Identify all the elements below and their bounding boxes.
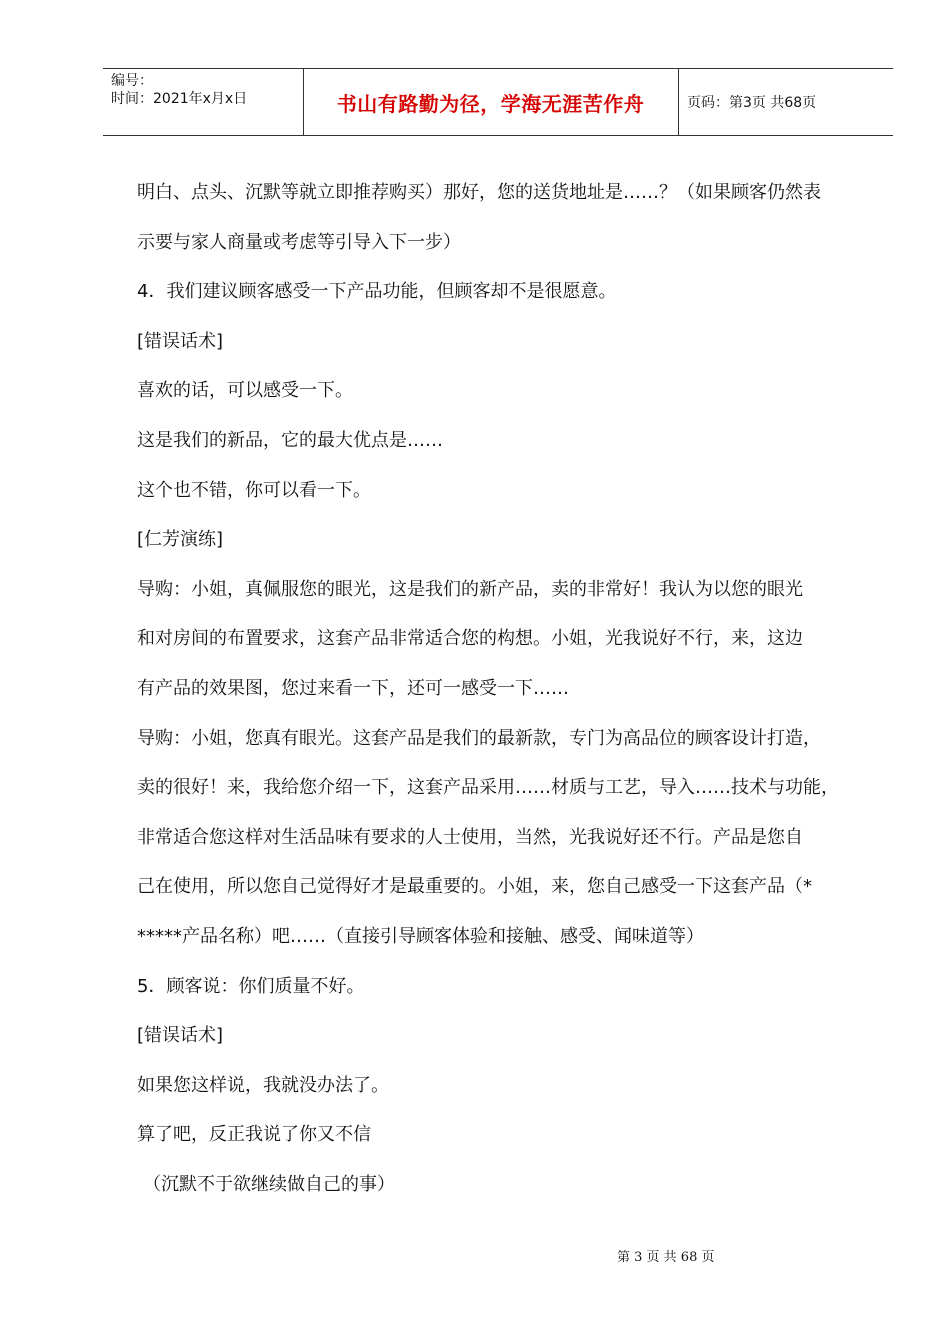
header-motto: 书山有路勤为径，学海无涯苦作舟 <box>336 91 645 116</box>
body-line: 示要与家人商量或考虑等引导入下一步） <box>137 231 461 253</box>
body-line: （沉默不于欲继续做自己的事） <box>143 1173 395 1195</box>
body-line: 己在使用，所以您自己觉得好才是最重要的。小姐，来，您自己感受一下这套产品（* <box>137 876 812 898</box>
header-info <box>103 69 303 135</box>
body-line: [错误话术] <box>137 1025 224 1047</box>
body-line: 4．我们建议顾客感受一下产品功能，但顾客却不是很愿意。 <box>137 281 617 303</box>
page-footer: 第 3 页 共 68 页 <box>617 1250 715 1265</box>
body-line: 和对房间的布置要求，这套产品非常适合您的构想。小姐，光我说好不行，来，这边 <box>137 628 803 650</box>
body-line: 有产品的效果图，您过来看一下，还可一感受一下…… <box>137 677 569 699</box>
body-line: 这个也不错，你可以看一下。 <box>137 479 371 501</box>
body-line: 5．顾客说：你们质量不好。 <box>137 975 365 997</box>
body-line: [仁芳演练] <box>137 529 224 551</box>
body-line: 算了吧，反正我说了你又不信 <box>137 1124 371 1146</box>
time-label: 时间：2021年x月x日 <box>111 91 248 107</box>
number-label: 编号： <box>111 73 153 89</box>
body-line: 如果您这样说，我就没办法了。 <box>137 1074 389 1096</box>
document-body <box>137 168 867 1209</box>
body-line: [错误话术] <box>137 330 224 352</box>
body-line: 明白、点头、沉默等就立即推荐购买）那好，您的送货地址是……？（如果顾客仍然表 <box>137 182 821 203</box>
header-page-code: 页码：第3页 共68页 <box>687 95 817 111</box>
body-line: 这是我们的新品，它的最大优点是…… <box>137 429 443 451</box>
body-line: 导购：小姐，真佩服您的眼光，这是我们的新产品，卖的非常好！我认为以您的眼光 <box>137 578 803 600</box>
page-header <box>103 68 893 136</box>
body-line: 导购：小姐，您真有眼光。这套产品是我们的最新款，专门为高品位的顾客设计打造， <box>137 727 821 749</box>
body-line: 非常适合您这样对生活品味有要求的人士使用，当然，光我说好还不行。产品是您自 <box>137 826 803 848</box>
body-line: *****产品名称）吧……（直接引导顾客体验和接触、感受、闻味道等） <box>137 925 704 947</box>
body-line: 喜欢的话，可以感受一下。 <box>137 380 353 402</box>
body-line: 卖的很好！来，我给您介绍一下，这套产品采用……材质与工艺，导入……技术与功能， <box>137 777 839 799</box>
